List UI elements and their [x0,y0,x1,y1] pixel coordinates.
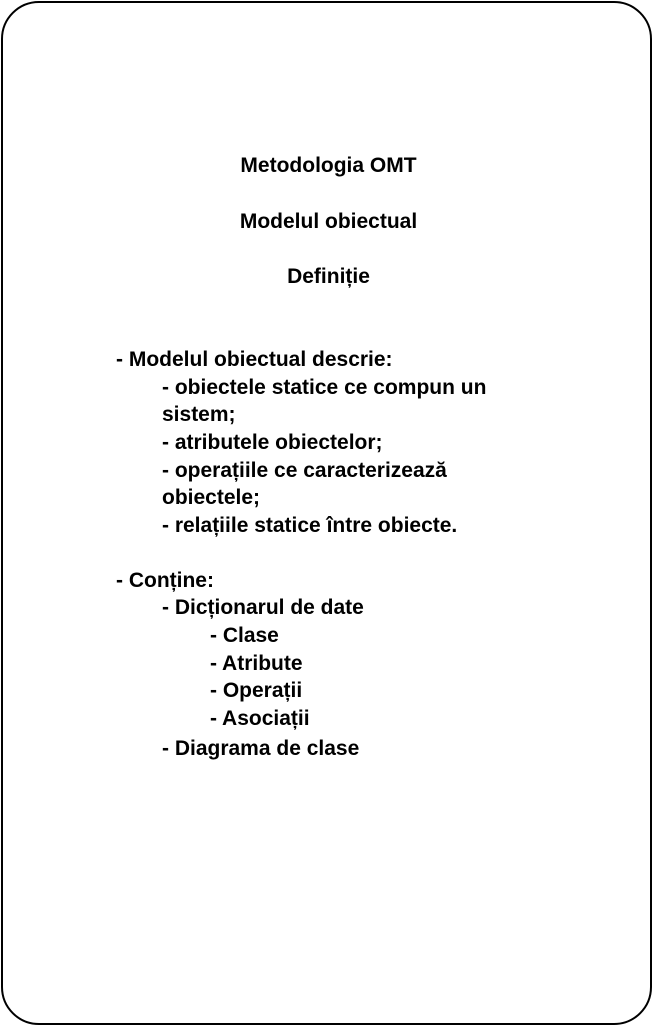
dictionary-item: - Dicționarul de date [162,596,364,619]
list-item: - Operații [210,679,303,702]
list-item: - Atribute [210,652,303,675]
page-title: Metodologia OMT [240,154,417,177]
section-heading: Definiție [287,265,370,288]
list-item: - obiectele statice ce compun un [162,376,487,399]
list-item: - Clase [210,624,279,647]
page-subtitle: Modelul obiectual [239,210,418,233]
list-item: - operațiile ce caracterizează [162,459,447,482]
list-item: - relațiile statice între obiecte. [162,514,458,537]
list-item: - Asociații [210,707,310,730]
diagram-item: - Diagrama de clase [162,737,360,760]
slide-card [1,1,652,1025]
list-item: obiectele; [162,486,261,509]
describes-intro: - Modelul obiectual descrie: [116,348,393,371]
list-item: - atributele obiectelor; [162,431,383,454]
contains-intro: - Conține: [116,569,214,592]
list-item: sistem; [162,403,236,426]
